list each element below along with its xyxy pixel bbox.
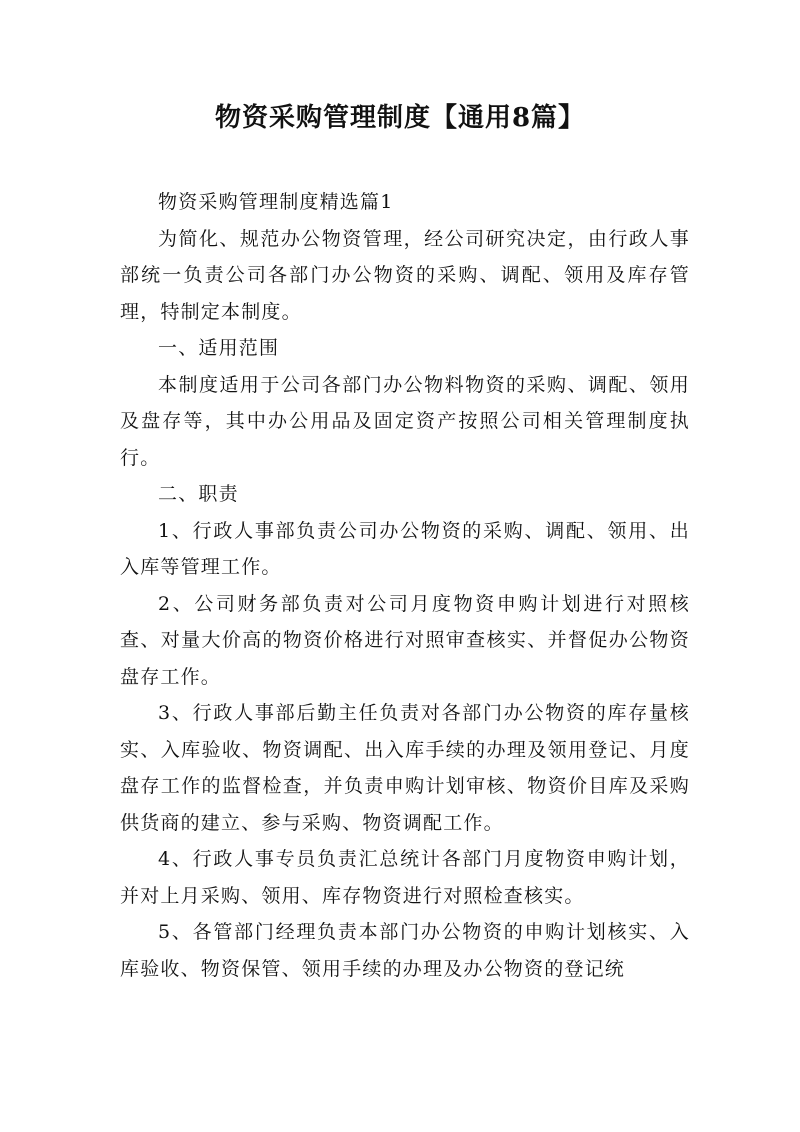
intro-paragraph: 为简化、规范办公物资管理，经公司研究决定，由行政人事部统一负责公司各部门办公物资的采购、调配、领用及库存管理，特制定本制度。 — [120, 227, 690, 323]
section-heading: 物资采购管理制度精选篇1 — [158, 191, 394, 213]
duty-item: 4、行政人事专员负责汇总统计各部门月度物资申购计划，并对上月采购、领用、库存物资进行对照检查核实。 — [120, 848, 690, 907]
duty-item: 3、行政人事部后勤主任负责对各部门办公物资的库存量核实、入库验收、物资调配、出入库手续的办理及领用登记、月度盘存工作的监督检查，并负责申购计划审核、物资价目库及采购供货商的建立、参与采购、物资调配工作。 — [120, 702, 690, 834]
duty-item: 2、公司财务部负责对公司月度物资申购计划进行对照核查、对量大价高的物资价格进行对照审查核实、并督促办公物资盘存工作。 — [120, 592, 690, 688]
duty-item: 1、行政人事部负责公司办公物资的采购、调配、领用、出入库等管理工作。 — [120, 519, 690, 578]
duty-item: 5、各管部门经理负责本部门办公物资的申购计划核实、入库验收、物资保管、领用手续的办理及办公物资的登记统 — [120, 921, 690, 980]
document-title: 物资采购管理制度【通用8篇】 — [214, 103, 586, 133]
document-body — [120, 184, 690, 987]
section-heading: 一、适用范围 — [158, 337, 280, 359]
scope-paragraph: 本制度适用于公司各部门办公物料物资的采购、调配、领用及盘存等，其中办公用品及固定资产按照公司相关管理制度执行。 — [120, 373, 690, 469]
section-heading: 二、职责 — [158, 483, 239, 505]
